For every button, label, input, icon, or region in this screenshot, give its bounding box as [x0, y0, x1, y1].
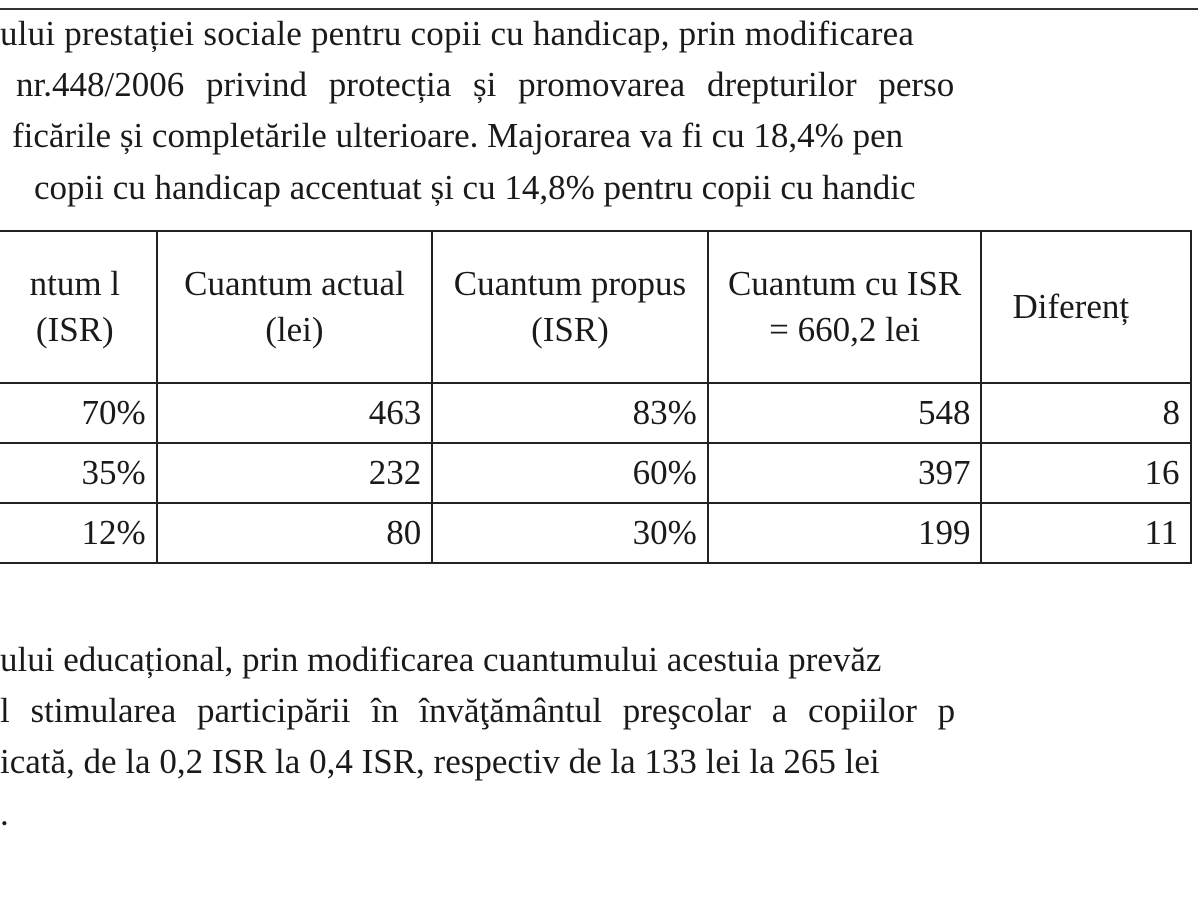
top-rule [0, 8, 1200, 10]
header-cuantum-isr: ntum l (ISR) [0, 231, 157, 383]
table-cell: 30% [432, 503, 708, 563]
paragraph-line: ului prestației sociale pentru copii cu handicap, prin modificarea [0, 14, 915, 53]
paragraph-bottom [0, 640, 1200, 860]
table-cell: 35% [0, 443, 157, 503]
table-cell: 463 [157, 383, 433, 443]
paragraph-line: nr.448/2006 privind protecția și promovarea drepturilor perso [16, 65, 955, 104]
table-cell: 397 [708, 443, 982, 503]
header-diferenta: Diferenț [981, 231, 1191, 383]
header-cuantum-actual: Cuantum actual (lei) [157, 231, 433, 383]
paragraph-line: copii cu handicap accentuat și cu 14,8% pentru copii cu handic [34, 168, 916, 207]
table-cell: 12% [0, 503, 157, 563]
paragraph-line: icată, de la 0,2 ISR la 0,4 ISR, respectiv de la 133 lei la 265 lei [0, 742, 880, 781]
table-row [0, 383, 1191, 443]
paragraph-top [0, 14, 1200, 234]
benefit-table [0, 230, 1192, 564]
paragraph-line: . [0, 794, 9, 833]
paragraph-line: ului educațional, prin modificarea cuantumului acestuia prevăz [0, 640, 882, 679]
table-cell: 199 [708, 503, 982, 563]
header-cuantum-isr-660: Cuantum cu ISR = 660,2 lei [708, 231, 982, 383]
table-cell: 80 [157, 503, 433, 563]
table-row [0, 443, 1191, 503]
table-cell: 232 [157, 443, 433, 503]
table-cell: 83% [432, 383, 708, 443]
table-row [0, 503, 1191, 563]
table-cell: 16 [981, 443, 1191, 503]
table-cell: 11 [981, 503, 1191, 563]
paragraph-line: ficările și completările ulterioare. Majorarea va fi cu 18,4% pen [12, 116, 904, 155]
header-cuantum-propus: Cuantum propus (ISR) [432, 231, 708, 383]
table-cell: 8 [981, 383, 1191, 443]
paragraph-line: l stimularea participării în învăţământul preşcolar a copiilor p [0, 691, 956, 730]
table-cell: 60% [432, 443, 708, 503]
table-header-row [0, 231, 1191, 383]
table-cell: 70% [0, 383, 157, 443]
table-cell: 548 [708, 383, 982, 443]
